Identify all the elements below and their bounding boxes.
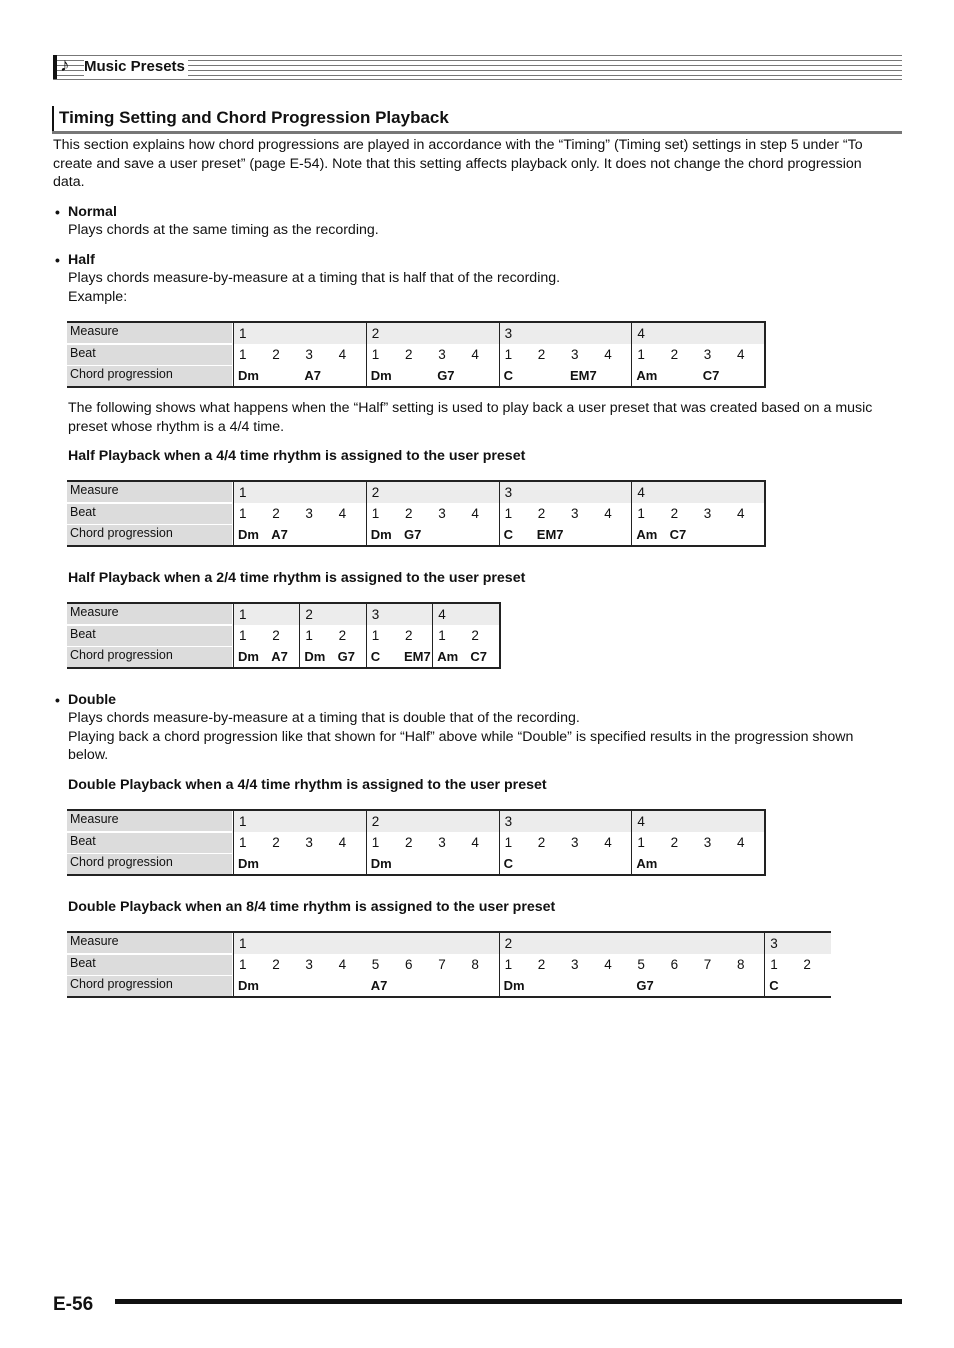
beat-number: 7 bbox=[703, 957, 712, 972]
beat-number: 2 bbox=[405, 835, 413, 850]
beat-number: 3 bbox=[438, 506, 446, 521]
beat-number: 1 bbox=[504, 957, 513, 972]
measure-number: 1 bbox=[239, 326, 247, 341]
beat-number: 3 bbox=[703, 835, 712, 850]
section-header-band bbox=[53, 55, 902, 79]
double44-chord-table bbox=[67, 809, 766, 876]
half-note-line: preset whose rhythm is a 4/4 time. bbox=[68, 418, 285, 435]
measure-divider bbox=[432, 604, 433, 667]
beat-number: 6 bbox=[405, 957, 413, 972]
chord-label: Chord progression bbox=[67, 854, 232, 874]
beat-number: 4 bbox=[604, 835, 612, 850]
beat-number: 1 bbox=[637, 347, 645, 362]
beat-number: 1 bbox=[371, 506, 380, 521]
double-line: below. bbox=[68, 747, 109, 763]
chord-name: Dm bbox=[370, 527, 392, 542]
measure-divider bbox=[631, 482, 632, 545]
bullet-half: • bbox=[55, 252, 60, 268]
chord-name: Dm bbox=[370, 368, 392, 383]
chord-name: Am bbox=[437, 649, 459, 664]
chord-name: Dm bbox=[238, 368, 259, 383]
measure-label: Measure bbox=[67, 482, 232, 502]
chord-name: A7 bbox=[271, 649, 288, 664]
chord-name: G7 bbox=[636, 978, 654, 993]
beat-number: 4 bbox=[604, 957, 612, 972]
chord-name: EM7 bbox=[536, 527, 564, 542]
measure-number: 2 bbox=[371, 485, 380, 500]
beat-number: 1 bbox=[239, 835, 247, 850]
chord-name: G7 bbox=[404, 527, 422, 542]
beat-number: 4 bbox=[471, 347, 479, 362]
header-title: Music Presets bbox=[84, 57, 188, 76]
eighth-note-icon: ♪ bbox=[60, 55, 70, 76]
chord-name: G7 bbox=[437, 368, 455, 383]
beat-number: 4 bbox=[338, 835, 347, 850]
half-example-label: Example: bbox=[68, 289, 128, 305]
double-text bbox=[68, 709, 908, 765]
beat-number: 3 bbox=[571, 506, 579, 521]
beat-number: 3 bbox=[571, 957, 579, 972]
page-title: Timing Setting and Chord Progression Playback bbox=[59, 108, 449, 127]
intro-line: data. bbox=[53, 174, 85, 190]
beat-number: 2 bbox=[272, 628, 280, 643]
chord-name: C bbox=[769, 978, 779, 993]
chord-name: Dm bbox=[370, 856, 392, 871]
beat-number: 1 bbox=[438, 628, 446, 643]
beat-number: 3 bbox=[703, 347, 712, 362]
beat-label: Beat bbox=[67, 345, 232, 365]
chord-name: C bbox=[370, 649, 381, 664]
measure-row-shade bbox=[233, 933, 831, 954]
chord-name: EM7 bbox=[404, 649, 431, 664]
beat-number: 1 bbox=[637, 506, 645, 521]
beat-number: 1 bbox=[371, 835, 380, 850]
measure-number: 4 bbox=[637, 326, 645, 341]
beat-number: 1 bbox=[305, 628, 313, 643]
beat-number: 3 bbox=[438, 835, 446, 850]
beat-number: 1 bbox=[239, 957, 247, 972]
chord-name: A7 bbox=[304, 368, 322, 383]
measure-divider bbox=[499, 811, 500, 874]
measure-label: Measure bbox=[67, 604, 232, 624]
beat-label: Beat bbox=[67, 833, 232, 853]
beat-number: 2 bbox=[405, 347, 413, 362]
beat-number: 4 bbox=[338, 506, 347, 521]
chord-name: C7 bbox=[702, 368, 720, 383]
measure-divider bbox=[299, 604, 300, 667]
beat-number: 1 bbox=[239, 628, 247, 643]
caption-double84: Double Playback when an 8/4 time rhythm is assigned to the user preset bbox=[68, 899, 556, 915]
measure-divider bbox=[631, 323, 632, 386]
beat-number: 2 bbox=[670, 506, 679, 521]
chord-label: Chord progression bbox=[67, 525, 232, 545]
beat-number: 2 bbox=[471, 628, 479, 643]
column-divider bbox=[233, 604, 234, 667]
chord-name: Dm bbox=[304, 649, 326, 664]
beat-number: 1 bbox=[371, 628, 380, 643]
intro-line: This section explains how chord progressions are played in accordance with the “Timing” (Timing set) settings in step 5 under “To bbox=[53, 137, 863, 153]
chord-name: Dm bbox=[238, 527, 259, 542]
example-chord-table bbox=[67, 321, 766, 388]
beat-number: 1 bbox=[637, 835, 645, 850]
beat-number: 3 bbox=[703, 506, 712, 521]
bullet-double: • bbox=[55, 692, 60, 708]
beat-number: 4 bbox=[604, 347, 612, 362]
beat-number: 2 bbox=[537, 506, 546, 521]
beat-label: Beat bbox=[67, 504, 232, 524]
beat-number: 2 bbox=[537, 957, 546, 972]
chord-name: Am bbox=[636, 856, 658, 871]
beat-number: 2 bbox=[272, 957, 280, 972]
beat-number: 1 bbox=[371, 347, 380, 362]
chord-name: G7 bbox=[337, 649, 355, 664]
beat-number: 4 bbox=[737, 835, 745, 850]
measure-number: 3 bbox=[504, 485, 513, 500]
beat-number: 3 bbox=[305, 957, 313, 972]
beat-number: 4 bbox=[338, 957, 347, 972]
chord-name: Dm bbox=[238, 649, 259, 664]
beat-number: 4 bbox=[338, 347, 347, 362]
measure-number: 2 bbox=[371, 814, 380, 829]
half24-chord-table bbox=[67, 602, 501, 669]
intro-paragraph bbox=[53, 136, 903, 192]
measure-number: 2 bbox=[504, 936, 513, 951]
beat-number: 1 bbox=[770, 957, 778, 972]
measure-divider bbox=[499, 323, 500, 386]
beat-number: 5 bbox=[637, 957, 645, 972]
measure-number: 4 bbox=[637, 485, 645, 500]
beat-number: 8 bbox=[737, 957, 745, 972]
column-divider bbox=[233, 933, 234, 996]
beat-number: 3 bbox=[305, 347, 313, 362]
measure-divider bbox=[499, 482, 500, 545]
header-bar bbox=[53, 55, 57, 79]
chord-name: Am bbox=[636, 368, 658, 383]
measure-label: Measure bbox=[67, 933, 232, 953]
half-title: Half bbox=[68, 252, 95, 268]
measure-number: 1 bbox=[239, 936, 247, 951]
chord-name: C7 bbox=[470, 649, 488, 664]
chord-name: C bbox=[503, 368, 513, 383]
intro-line: create and save a user preset” (page E-54). Note that this setting affects playback only. It does not change the chord progression bbox=[53, 155, 862, 172]
beat-number: 2 bbox=[405, 506, 413, 521]
chord-name: Dm bbox=[238, 856, 259, 871]
beat-label: Beat bbox=[67, 626, 232, 646]
beat-number: 3 bbox=[305, 506, 313, 521]
measure-divider bbox=[764, 933, 765, 996]
caption-half44: Half Playback when a 4/4 time rhythm is assigned to the user preset bbox=[68, 448, 526, 464]
beat-number: 2 bbox=[272, 347, 280, 362]
beat-number: 1 bbox=[239, 506, 247, 521]
beat-number: 6 bbox=[670, 957, 679, 972]
measure-divider bbox=[366, 323, 367, 386]
beat-number: 3 bbox=[438, 347, 446, 362]
beat-label: Beat bbox=[67, 955, 232, 975]
beat-number: 2 bbox=[537, 347, 546, 362]
beat-number: 3 bbox=[305, 835, 313, 850]
measure-number: 1 bbox=[239, 814, 247, 829]
measure-number: 2 bbox=[371, 326, 380, 341]
page-number: E-56 bbox=[53, 1294, 94, 1315]
chord-name: EM7 bbox=[570, 368, 597, 383]
half44-chord-table bbox=[67, 480, 766, 547]
beat-number: 4 bbox=[471, 835, 479, 850]
beat-number: 1 bbox=[504, 347, 513, 362]
measure-divider bbox=[366, 482, 367, 545]
measure-number: 1 bbox=[239, 485, 247, 500]
chord-name: C bbox=[503, 856, 513, 871]
normal-text: Plays chords at the same timing as the recording. bbox=[68, 222, 379, 238]
chord-name: C bbox=[503, 527, 513, 542]
chord-name: Dm bbox=[238, 978, 259, 993]
column-divider bbox=[233, 482, 234, 545]
beat-number: 4 bbox=[737, 506, 745, 521]
measure-divider bbox=[499, 933, 500, 996]
measure-number: 3 bbox=[504, 814, 513, 829]
beat-number: 2 bbox=[537, 835, 546, 850]
chord-label: Chord progression bbox=[67, 647, 232, 667]
measure-divider bbox=[631, 811, 632, 874]
beat-number: 7 bbox=[438, 957, 446, 972]
beat-number: 3 bbox=[571, 347, 579, 362]
half-note-line: The following shows what happens when the “Half” setting is used to play back a user preset that was created based on a music bbox=[68, 400, 873, 416]
chord-name: A7 bbox=[370, 978, 388, 993]
double84-chord-table bbox=[67, 931, 831, 998]
beat-number: 2 bbox=[338, 628, 347, 643]
measure-divider bbox=[366, 604, 367, 667]
section-heading bbox=[52, 105, 902, 133]
half-text: Plays chords measure-by-measure at a timing that is half that of the recording. bbox=[68, 270, 561, 286]
beat-number: 5 bbox=[371, 957, 380, 972]
measure-number: 4 bbox=[438, 607, 446, 622]
beat-number: 4 bbox=[737, 347, 745, 362]
beat-number: 1 bbox=[504, 506, 513, 521]
chord-name: Am bbox=[636, 527, 658, 542]
measure-number: 2 bbox=[305, 607, 313, 622]
normal-title: Normal bbox=[68, 204, 117, 220]
double-line: Plays chords measure-by-measure at a timing that is double that of the recording. bbox=[68, 710, 580, 726]
column-divider bbox=[233, 811, 234, 874]
beat-number: 2 bbox=[670, 347, 679, 362]
footer-rule bbox=[115, 1299, 902, 1304]
beat-number: 4 bbox=[604, 506, 612, 521]
beat-number: 1 bbox=[239, 347, 247, 362]
chord-name: A7 bbox=[271, 527, 288, 542]
beat-number: 2 bbox=[670, 835, 679, 850]
caption-half24: Half Playback when a 2/4 time rhythm is assigned to the user preset bbox=[68, 570, 526, 586]
chord-name: C7 bbox=[669, 527, 687, 542]
measure-number: 4 bbox=[637, 814, 645, 829]
beat-number: 2 bbox=[405, 628, 413, 643]
double-title: Double bbox=[68, 692, 117, 708]
measure-label: Measure bbox=[67, 323, 232, 343]
beat-number: 2 bbox=[272, 835, 280, 850]
beat-number: 8 bbox=[471, 957, 479, 972]
chord-label: Chord progression bbox=[67, 366, 232, 386]
measure-number: 3 bbox=[371, 607, 380, 622]
double-line: Playing back a chord progression like that shown for “Half” above while “Double” is specified results in the progression shown bbox=[68, 728, 854, 745]
measure-number: 3 bbox=[504, 326, 513, 341]
measure-number: 1 bbox=[239, 607, 247, 622]
beat-number: 2 bbox=[272, 506, 280, 521]
beat-number: 3 bbox=[571, 835, 579, 850]
column-divider bbox=[233, 323, 234, 386]
beat-number: 2 bbox=[803, 957, 811, 972]
bullet-normal: • bbox=[55, 204, 60, 220]
caption-double44: Double Playback when a 4/4 time rhythm is assigned to the user preset bbox=[68, 777, 547, 793]
measure-label: Measure bbox=[67, 811, 232, 831]
beat-number: 1 bbox=[504, 835, 513, 850]
measure-divider bbox=[366, 811, 367, 874]
half-note-paragraph bbox=[68, 399, 908, 436]
chord-name: Dm bbox=[503, 978, 525, 993]
measure-number: 3 bbox=[770, 936, 778, 951]
chord-label: Chord progression bbox=[67, 976, 232, 996]
beat-number: 4 bbox=[471, 506, 479, 521]
